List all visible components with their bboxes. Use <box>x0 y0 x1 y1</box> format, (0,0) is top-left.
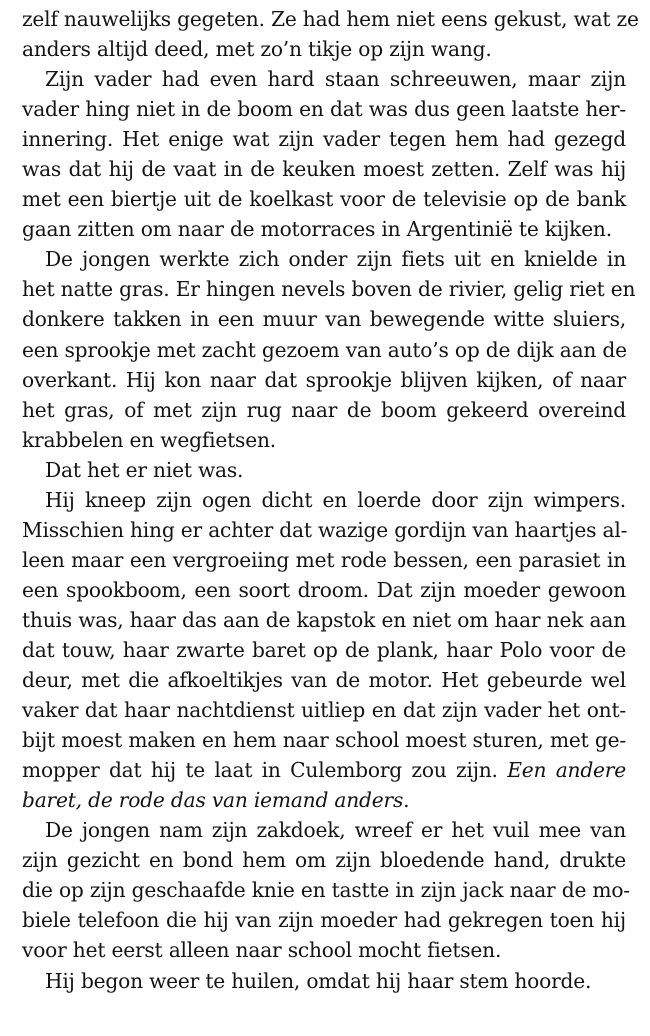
text-line: thuis was, haar das aan de kapstok en niet om haar nek aan <box>22 607 626 632</box>
text-line: het gras, of met zijn rug naar de boom gekeerd overeind <box>22 397 626 422</box>
paragraph-6 <box>22 815 630 965</box>
text-line: die op zijn geschaafde knie en tastte in zijn jack naar de mo- <box>22 878 630 903</box>
paragraph-5 <box>22 485 626 816</box>
text-line <box>22 785 626 815</box>
text-line: vader hing niet in de boom en dat was dus geen laatste her- <box>22 97 626 122</box>
text-line: De jongen nam zijn zakdoek, wreef er het vuil mee van <box>45 818 626 843</box>
text-line: biele telefoon die hij van zijn moeder had gekregen toen hij <box>22 908 626 933</box>
text-line: innering. Het enige wat zijn vader tegen hem had gezegd <box>22 127 626 152</box>
text-line: donkere takken in een muur van bewegende witte sluiers, <box>22 307 626 332</box>
text-line: vaker dat haar nachtdienst uitliep en dat zijn vader het ont- <box>22 698 626 723</box>
text-line: Hij kneep zijn ogen dicht en loerde door zijn wimpers. <box>45 487 626 512</box>
text-line: voor het eerst alleen naar school mocht fietsen. <box>22 938 502 963</box>
paragraph-1 <box>22 4 639 64</box>
text-line: een sprookje met zacht gezoem van auto’s op de dijk aan de <box>22 337 627 362</box>
text-line: leen maar een vergroeiing met rode bessen, een parasiet in <box>22 547 626 572</box>
text-line: krabbelen en wegfietsen. <box>22 427 276 452</box>
text-line: De jongen werkte zich onder zijn fiets uit en knielde in <box>45 247 626 272</box>
text-line: deur, met die afkoeltikjes van de motor. Het gebeurde wel <box>22 668 626 693</box>
text-segment: . <box>403 788 410 813</box>
text-line: anders altijd deed, met zo’n tikje op zijn wang. <box>22 37 492 62</box>
text-line: Misschien hing er achter dat wazige gordijn van haartjes al- <box>22 517 628 542</box>
text-line <box>22 755 626 785</box>
text-line: met een biertje uit de koelkast voor de televisie op de bank <box>22 187 626 212</box>
paragraph-4 <box>22 455 626 485</box>
text-line: Dat het er niet was. <box>45 457 244 482</box>
text-line: zelf nauwelijks gegeten. Ze had hem niet eens gekust, wat ze <box>22 7 639 31</box>
book-page <box>22 4 639 996</box>
text-line: Hij begon weer te huilen, omdat hij haar stem hoorde. <box>45 968 592 993</box>
text-line: dat touw, haar zwarte baret op de plank, haar Polo voor de <box>22 637 626 662</box>
paragraph-3 <box>22 244 636 454</box>
paragraph-2 <box>22 64 626 244</box>
text-line: gaan zitten om naar de motorraces in Argentinië te kijken. <box>22 217 612 242</box>
text-line: overkant. Hij kon naar dat sprookje blijven kijken, of naar <box>22 367 626 392</box>
text-segment: mopper dat hij te laat in Culemborg zou zijn. <box>22 758 498 783</box>
text-line: was dat hij de vaat in de keuken moest zetten. Zelf was hij <box>22 157 626 182</box>
paragraph-7 <box>22 966 626 996</box>
text-line: Zijn vader had even hard staan schreeuwen, maar zijn <box>45 67 626 92</box>
italic-segment: baret, de rode das van iemand anders <box>22 788 404 813</box>
text-line: het natte gras. Er hingen nevels boven de rivier, gelig riet en <box>22 277 636 302</box>
text-line: een spookboom, een soort droom. Dat zijn moeder gewoon <box>22 577 626 602</box>
text-line: bijt moest maken en hem naar school moest sturen, met ge- <box>22 728 626 753</box>
text-line: zijn gezicht en bond hem om zijn bloedende hand, drukte <box>22 848 626 873</box>
italic-segment: Een andere <box>497 758 626 783</box>
